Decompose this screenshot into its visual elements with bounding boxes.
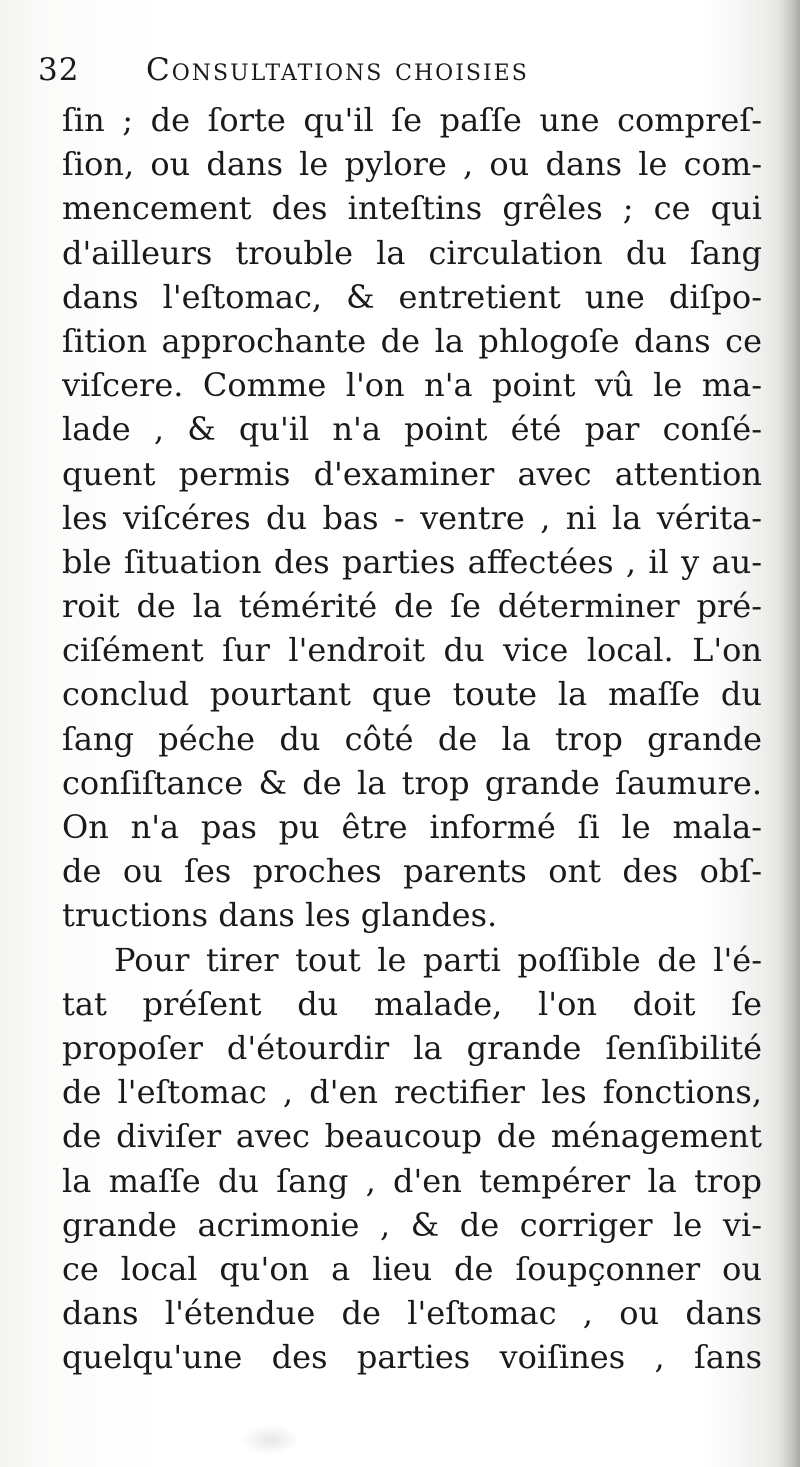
- text-line: ble ſituation des parties affectées , il y au-: [62, 542, 762, 581]
- text-line: de l'eſtomac , d'en rectifier les fonctions,: [62, 1073, 762, 1112]
- page-gutter-shadow: [778, 0, 800, 1467]
- text-line: ſion, ou dans le pylore , ou dans le com-: [62, 145, 762, 184]
- text-line: mencement des inteſtins grêles ; ce qui: [62, 189, 762, 228]
- body-text: [62, 98, 762, 1379]
- text-line: ciſément ſur l'endroit du vice local. L'on: [62, 631, 762, 670]
- text-line: dans l'eſtomac, & entretient une diſpo-: [62, 277, 762, 316]
- text-line: grande acrimonie , & de corriger le vi-: [62, 1205, 762, 1244]
- text-line: On n'a pas pu être informé ſi le mala-: [62, 808, 762, 846]
- text-line: roit de la témérité de ſe déterminer pré-: [62, 587, 762, 626]
- text-line: ſin ; de ſorte qu'il ſe paſſe une compreſ-: [62, 101, 762, 139]
- text-line: ce local qu'on a lieu de ſoupçonner ou: [62, 1249, 762, 1288]
- text-line: lade , & qu'il n'a point été par conſé-: [62, 410, 762, 449]
- text-line: les viſcéres du bas - ventre , ni la vérita-: [62, 498, 762, 537]
- text-line: tat préſent du malade, l'on doit ſe: [62, 984, 762, 1023]
- ink-stain: [240, 1425, 300, 1455]
- text-line: ſition approchante de la phlogoſe dans ce: [62, 321, 762, 360]
- paragraph-start-line: Pour tirer tout le parti poſſible de l'é-: [114, 940, 762, 979]
- text-line: tructions dans les glandes.: [62, 896, 498, 935]
- text-line: dans l'étendue de l'eſtomac , ou dans: [62, 1294, 762, 1333]
- text-line: propoſer d'étourdir la grande ſenſibilité: [62, 1028, 762, 1067]
- text-line: conſiſtance & de la trop grande ſaumure.: [62, 763, 762, 802]
- text-line: de ou ſes proches parents ont des obſ-: [62, 852, 762, 891]
- text-line: quelqu'une des parties voiſines , ſans: [62, 1338, 762, 1377]
- page-number: 32: [38, 52, 80, 88]
- text-line: ſang péche du côté de la trop grande: [62, 719, 762, 758]
- text-line: conclud pourtant que toute la maſſe du: [62, 675, 762, 714]
- text-line: d'ailleurs trouble la circulation du ſang: [62, 233, 762, 272]
- text-line: de diviſer avec beaucoup de ménagement: [62, 1117, 762, 1156]
- text-line: viſcere. Comme l'on n'a point vû le ma-: [62, 366, 762, 405]
- text-line: la maſſe du ſang , d'en tempérer la trop: [62, 1161, 762, 1200]
- page-header: [38, 52, 758, 96]
- running-head: Consultations choisies: [146, 52, 529, 88]
- text-line: quent permis d'examiner avec attention: [62, 454, 762, 493]
